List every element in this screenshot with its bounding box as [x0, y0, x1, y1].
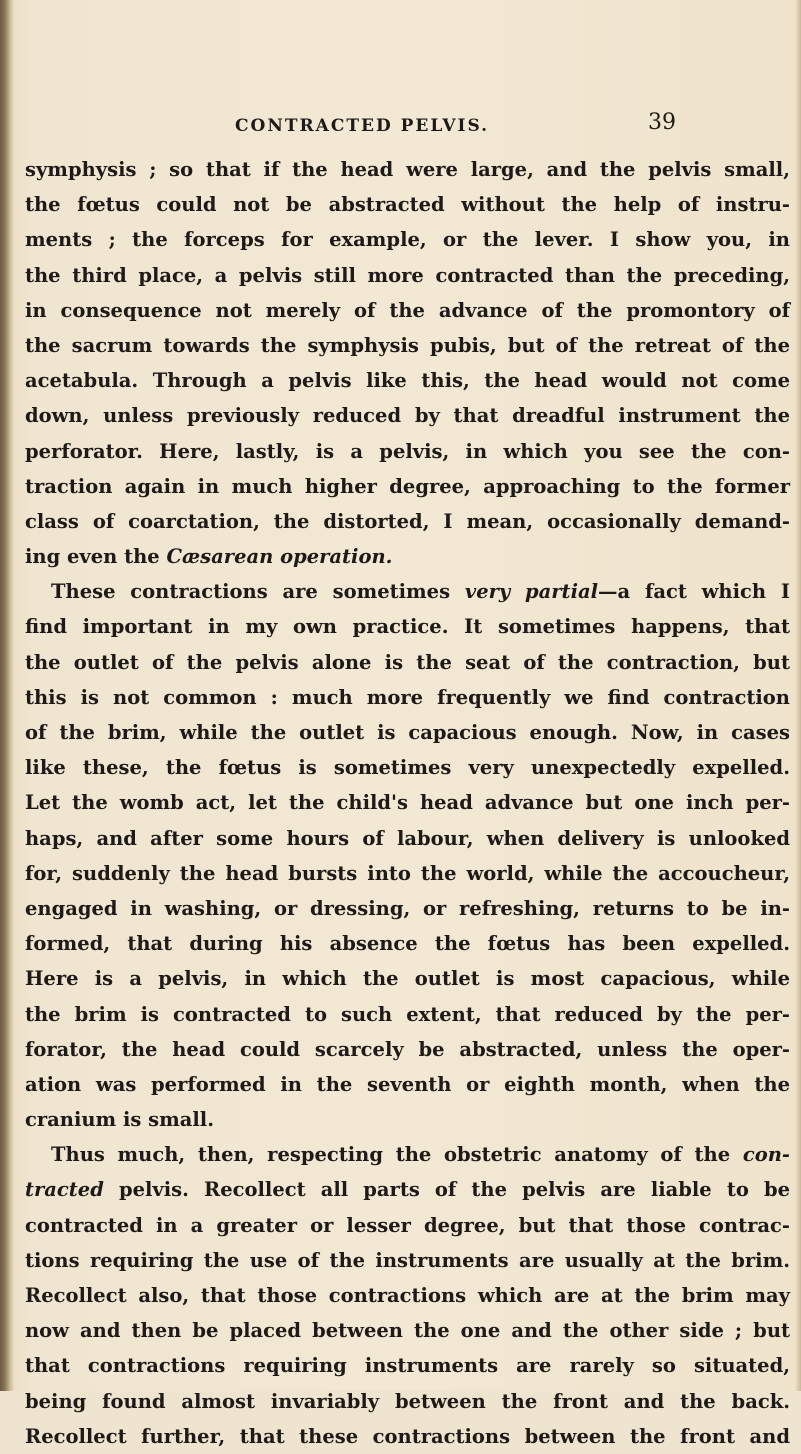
body-text — [25, 152, 790, 1454]
text-line: Here is a pelvis, in which the outlet is most capacious, while — [25, 967, 790, 991]
binding-shadow — [0, 0, 14, 1391]
line-text: pelvis. Recollect all parts of the pelvis are liable to be — [103, 1178, 790, 1202]
text-line: Recollect also, that those contractions which are at the brim may — [25, 1284, 790, 1307]
text-line: haps, and after some hours of labour, when delivery is unlooked — [25, 826, 790, 850]
text-line: the fœtus could not be abstracted without the help of instru- — [25, 193, 790, 217]
text-line: the sacrum towards the symphysis pubis, but of the retreat of the — [25, 333, 790, 357]
text-line: forator, the head could scarcely be abstracted, unless the oper- — [25, 1037, 790, 1061]
text-line: for, suddenly the head bursts into the world, while the accoucheur, — [25, 861, 790, 885]
text-line: this is not common : much more frequently we find contraction — [25, 685, 790, 709]
line-text: ing even the — [25, 545, 167, 569]
text-line: of the brim, while the outlet is capacious enough. Now, in cases — [25, 721, 790, 744]
running-header — [0, 110, 801, 144]
text-line: Let the womb act, let the child's head advance but one inch per- — [25, 791, 790, 815]
text-line: in consequence not merely of the advance of the promontory of — [25, 298, 790, 322]
text-line: the brim is contracted to such extent, that reduced by the per- — [25, 1002, 790, 1026]
text-line: acetabula. Through a pelvis like this, the head would not come — [25, 369, 790, 393]
text-line: ation was performed in the seventh or eighth month, when the — [25, 1072, 790, 1096]
text-line: formed, that during his absence the fœtus has been expelled. — [25, 932, 790, 956]
text-line: like these, the fœtus is sometimes very unexpectedly expelled. — [25, 756, 790, 780]
running-title: CONTRACTED PELVIS. — [235, 116, 490, 136]
text-line — [25, 1172, 790, 1207]
page-number: 39 — [648, 110, 676, 135]
text-line — [25, 539, 790, 574]
line-text: Thus much, then, respecting the obstetric anatomy of the — [51, 1143, 743, 1167]
text-line: that contractions requiring instruments are rarely so situated, — [25, 1354, 790, 1378]
text-line — [25, 1137, 790, 1172]
text-line: Recollect further, that these contractions between the front and — [25, 1424, 790, 1448]
text-line: traction again in much higher degree, approaching to the former — [25, 474, 790, 498]
italic-text: very partial — [464, 580, 599, 604]
text-line: symphysis ; so that if the head were large, and the pelvis small, — [25, 158, 790, 181]
text-line — [25, 574, 790, 609]
text-line: find important in my own practice. It sometimes happens, that — [25, 615, 790, 639]
italic-text: tracted — [25, 1178, 104, 1202]
page-edge-shadow — [795, 0, 801, 1391]
text-line: the outlet of the pelvis alone is the seat of the contraction, but — [25, 650, 790, 674]
text-line: down, unless previously reduced by that dreadful instrument the — [25, 404, 790, 428]
italic-text: con- — [742, 1143, 790, 1167]
text-line: the third place, a pelvis still more contracted than the preceding, — [25, 263, 790, 287]
italic-text: Cæsarean operation. — [166, 545, 393, 569]
text-line: ments ; the forceps for example, or the lever. I show you, in — [25, 228, 790, 252]
text-line: now and then be placed between the one and the other side ; but — [25, 1319, 790, 1343]
text-line: contracted in a greater or lesser degree, but that those contrac- — [25, 1213, 790, 1237]
text-line: tions requiring the use of the instruments are usually at the brim. — [25, 1248, 790, 1272]
text-line: class of coarctation, the distorted, I mean, occasionally demand- — [25, 509, 790, 533]
text-line: engaged in washing, or dressing, or refreshing, returns to be in- — [25, 896, 790, 920]
text-line: perforator. Here, lastly, is a pelvis, in which you see the con- — [25, 439, 790, 463]
line-text: These contractions are sometimes — [51, 580, 465, 604]
text-line: cranium is small. — [25, 1108, 214, 1132]
line-text: —a fact which I — [598, 580, 790, 604]
text-line: being found almost invariably between the front and the back. — [25, 1389, 790, 1413]
